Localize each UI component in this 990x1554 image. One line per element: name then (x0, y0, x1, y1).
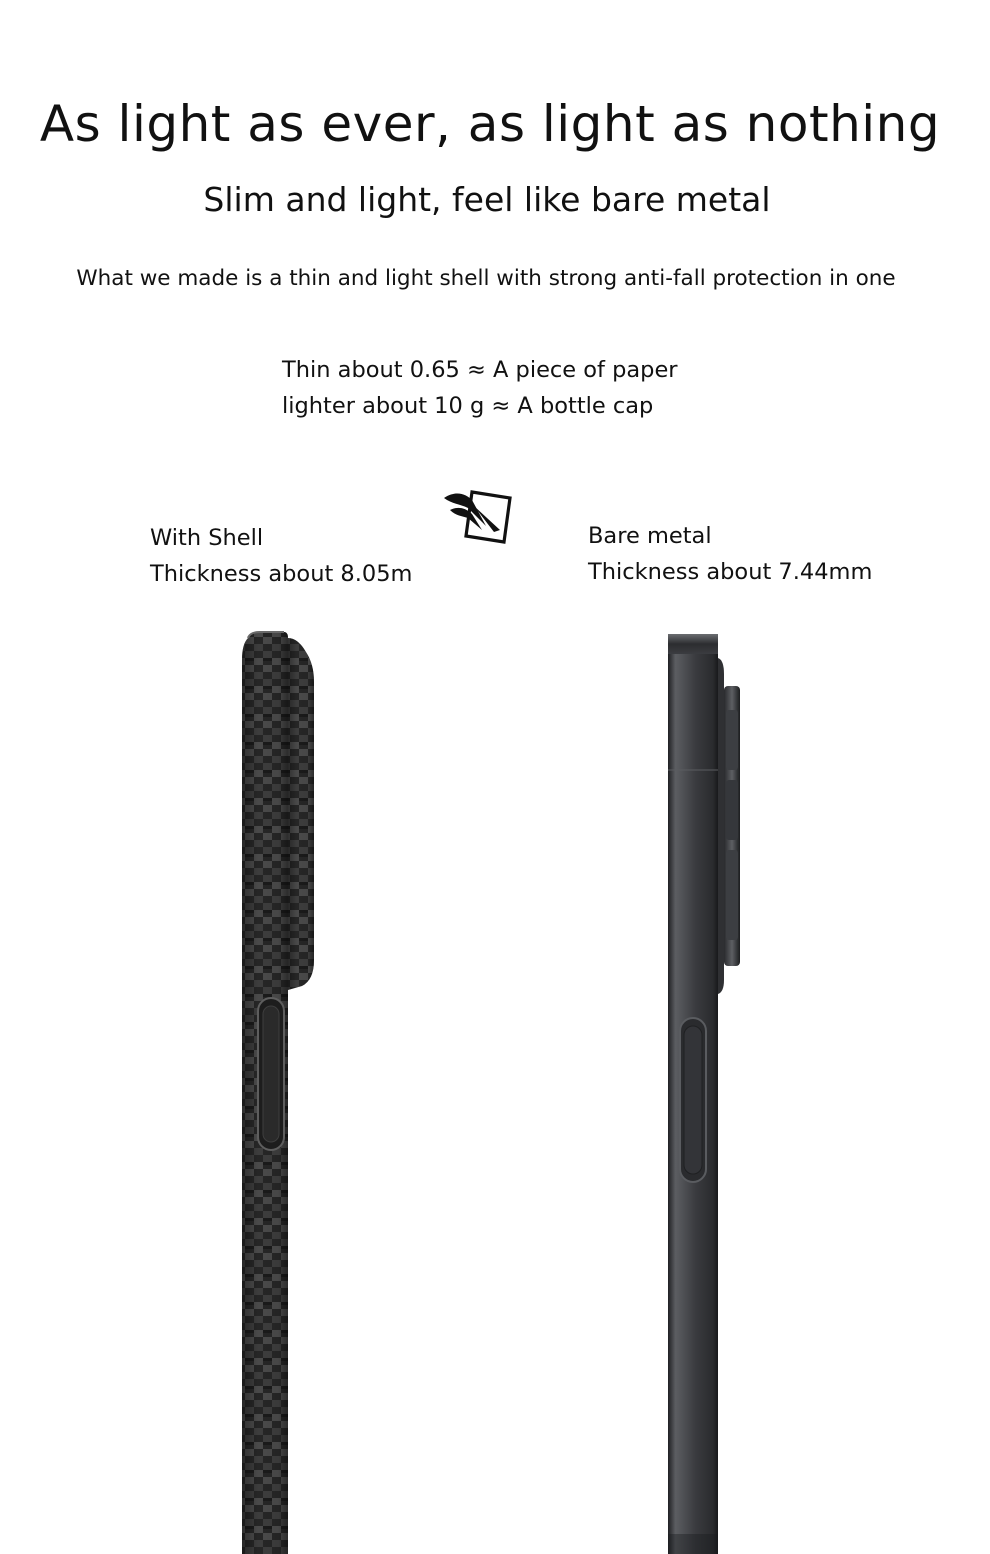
subheadline: Slim and light, feel like bare metal (203, 180, 771, 219)
bare-metal-label: Bare metal (588, 523, 712, 549)
intro-text: What we made is a thin and light shell with strong anti-fall protection in one (76, 266, 896, 291)
with-shell-caption (150, 520, 412, 592)
phone-bare-metal-image (662, 630, 802, 1554)
paper-flyer-icon (442, 486, 514, 546)
spec-list (282, 352, 678, 424)
spec-weight: lighter about 10 g ≈ A bottle cap (282, 393, 654, 419)
bare-metal-thickness: Thickness about 7.44mm (588, 559, 873, 585)
spec-thickness: Thin about 0.65 ≈ A piece of paper (282, 357, 678, 383)
with-shell-thickness: Thickness about 8.05m (150, 561, 413, 587)
bare-metal-caption (588, 518, 872, 590)
headline: As light as ever, as light as nothing (39, 95, 941, 153)
phone-with-shell-image (236, 630, 376, 1554)
with-shell-label: With Shell (150, 525, 264, 551)
